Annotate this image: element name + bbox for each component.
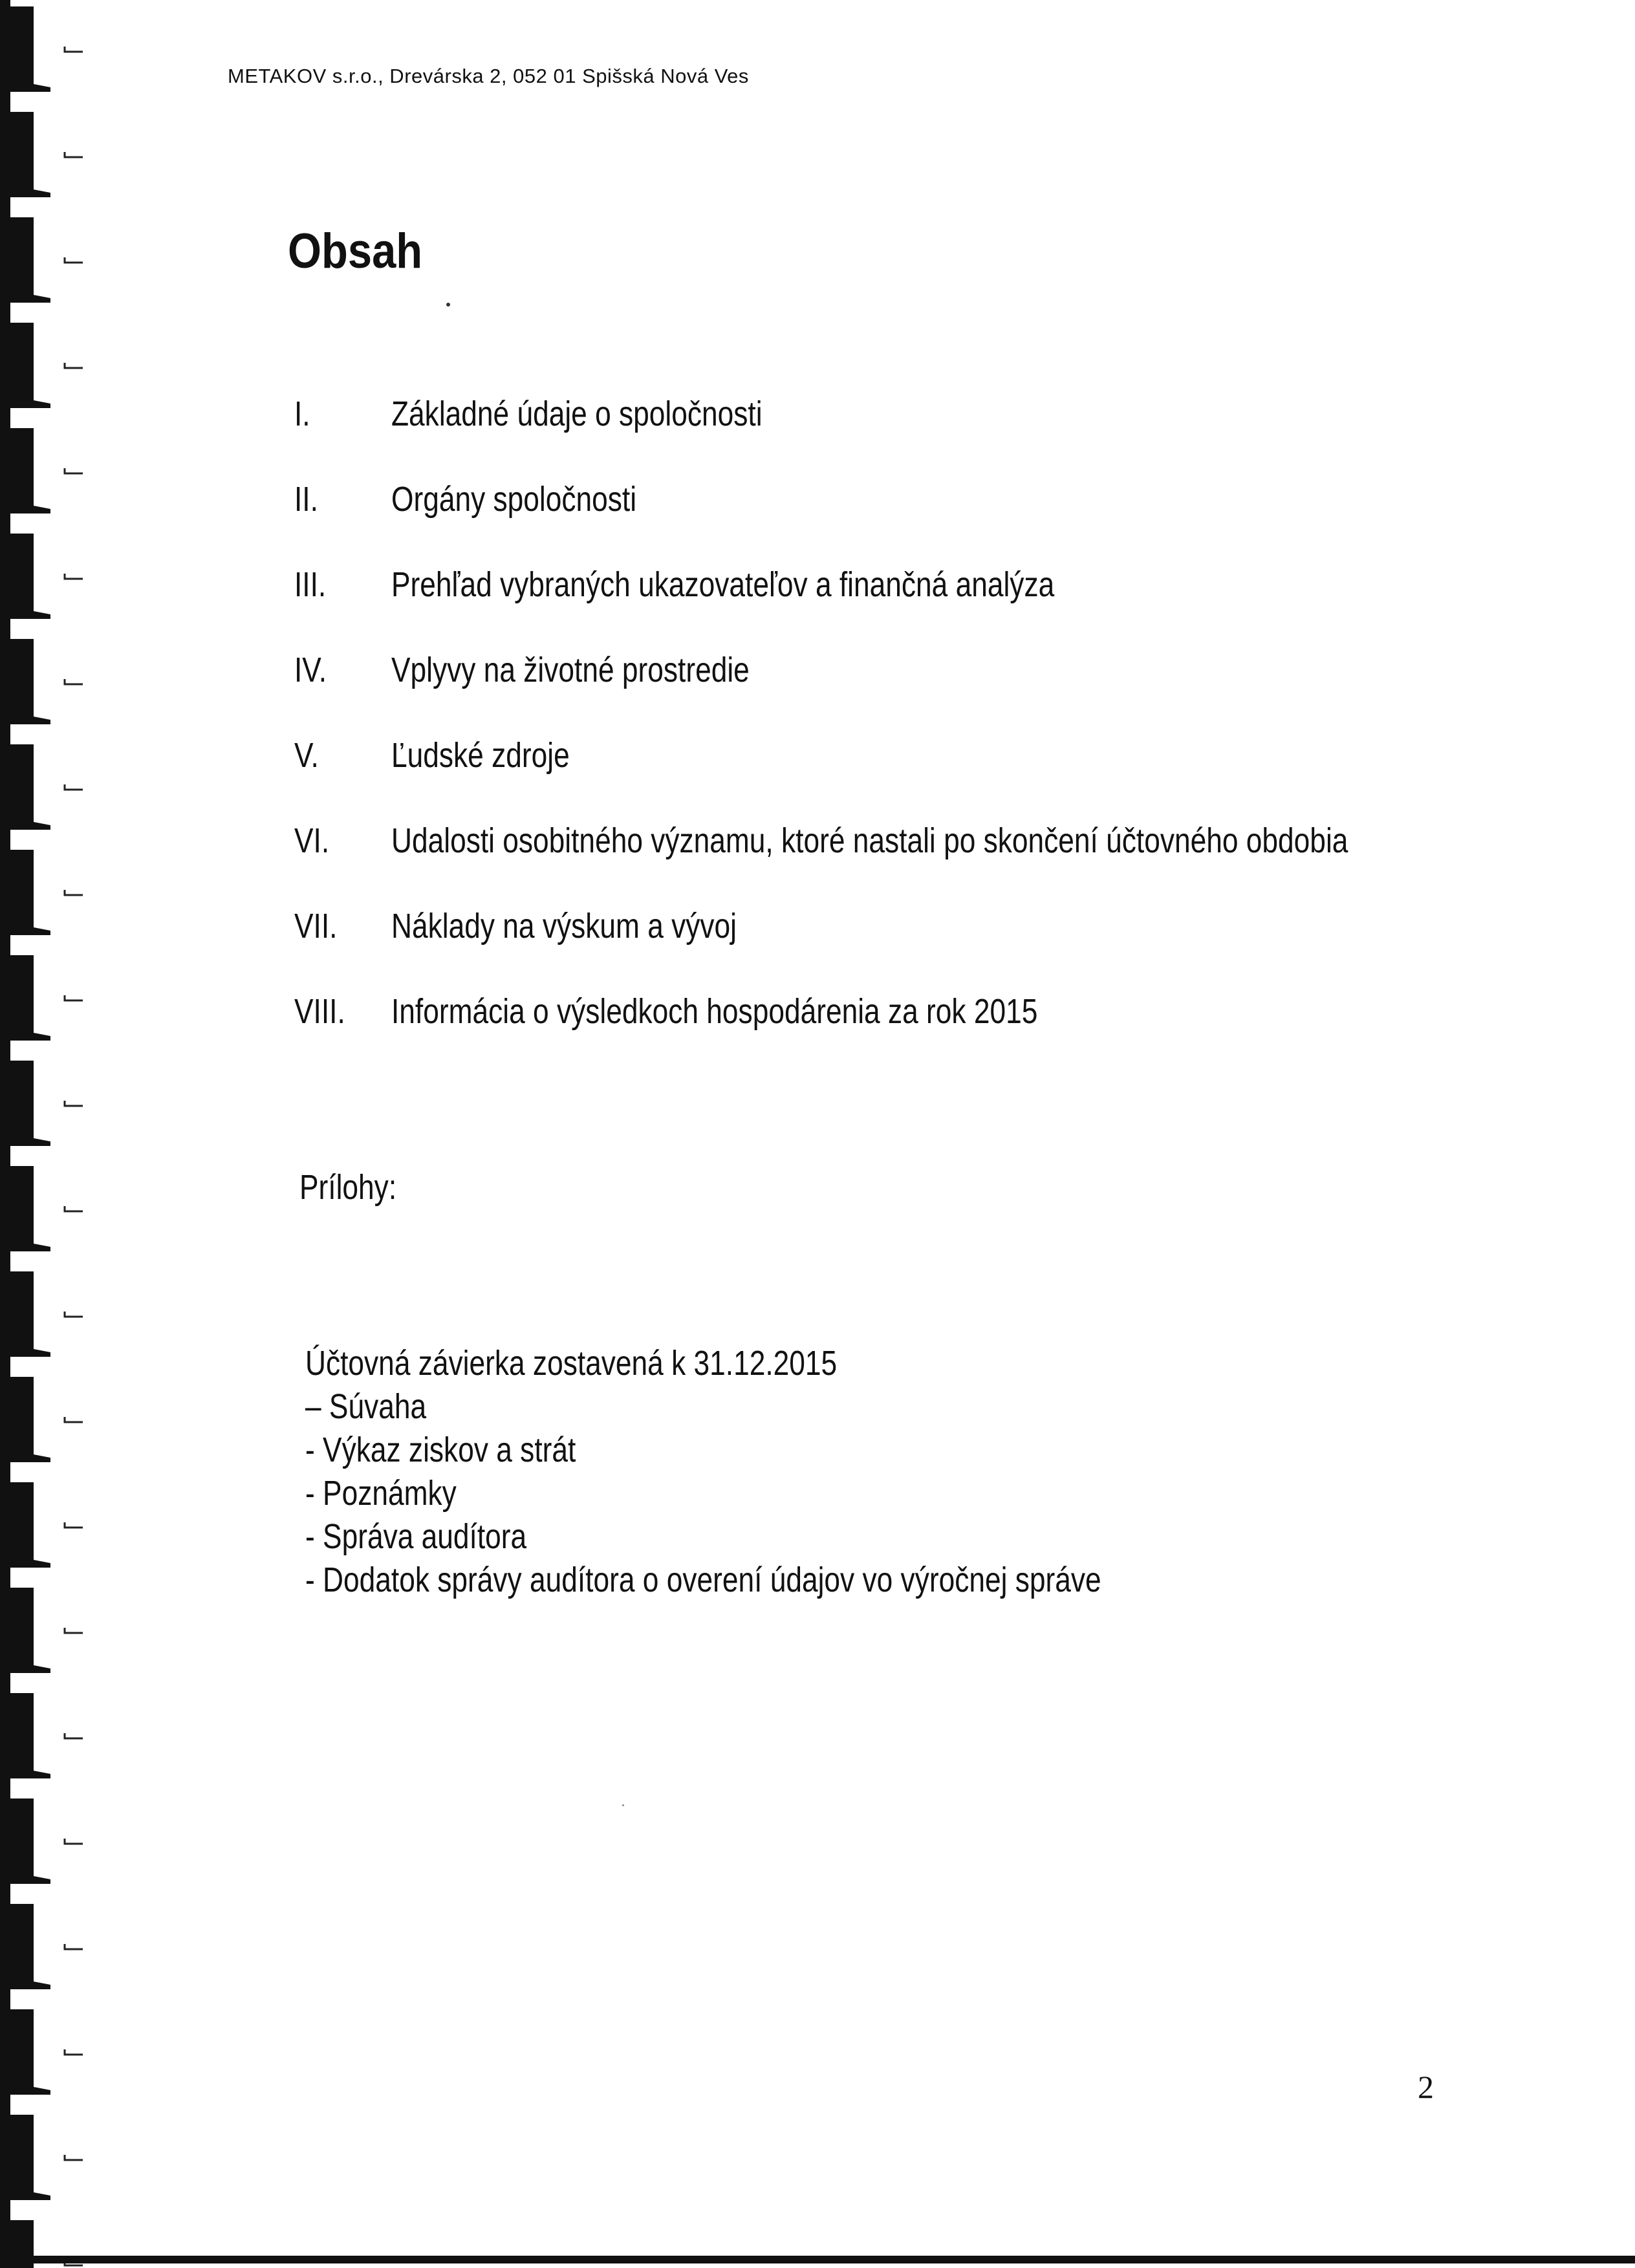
binding-tooth [0, 744, 50, 830]
binding-tooth [0, 1166, 50, 1251]
binding-hole-mark [65, 47, 83, 52]
binding-tooth [0, 217, 50, 303]
binding-tooth [0, 955, 50, 1041]
toc-text: Vplyvy na životné prostredie [391, 651, 750, 689]
binding-hole-mark [65, 363, 83, 368]
binding-tooth [0, 2115, 50, 2200]
toc-item-4 [294, 647, 1523, 733]
binding-hole-mark [65, 1839, 83, 1844]
toc-item-5 [294, 733, 1523, 818]
toc-item-3 [294, 562, 1523, 647]
scan-speck [622, 1804, 624, 1806]
toc-text: Prehľad vybraných ukazovateľov a finančná analýza [391, 565, 1055, 604]
binding-tooth [0, 1271, 50, 1357]
attachments-heading: Prílohy: [299, 1168, 397, 1207]
comb-binding-strip [0, 0, 91, 2268]
binding-hole-mark [65, 890, 83, 895]
binding-tooth [0, 534, 50, 619]
toc-item-7 [294, 903, 1523, 989]
toc-number: III. [294, 565, 327, 604]
binding-tooth [0, 1798, 50, 1884]
toc-text: Informácia o výsledkoch hospodárenia za rok 2015 [391, 992, 1038, 1031]
toc-text: Udalosti osobitného významu, ktoré nastali po skončení účtovného obdobia [391, 821, 1348, 860]
attachment-line: Účtovná závierka zostavená k 31.12.2015 [305, 1344, 838, 1383]
company-header: METAKOV s.r.o., Drevárska 2, 052 01 Spišská Nová Ves [228, 65, 749, 87]
binding-hole-mark [65, 1733, 83, 1738]
binding-tooth [0, 1693, 50, 1778]
binding-hole-mark [65, 257, 83, 263]
toc-text: Ľudské zdroje [391, 736, 570, 775]
binding-hole-mark [65, 1312, 83, 1317]
binding-hole-mark [65, 2155, 83, 2160]
toc-text: Náklady na výskum a vývoj [391, 907, 737, 945]
binding-hole-mark [65, 2049, 83, 2055]
toc-item-1 [294, 391, 1523, 477]
binding-tooth [0, 6, 50, 92]
toc-text: Orgány spoločnosti [391, 480, 637, 519]
toc-number: VII. [294, 907, 338, 945]
binding-hole-mark [65, 1101, 83, 1106]
attachments-list [305, 1342, 1101, 1602]
binding-hole-mark [65, 574, 83, 579]
binding-tooth [0, 428, 50, 513]
binding-tooth [0, 1904, 50, 1989]
binding-hole-mark [65, 152, 83, 157]
attachment-line: - Správa audítora [305, 1517, 527, 1556]
attachment-line: – Súvaha [305, 1387, 427, 1426]
toc-number: VI. [294, 821, 330, 860]
attachment-line: - Výkaz ziskov a strát [305, 1431, 576, 1469]
binding-tooth [0, 112, 50, 197]
binding-tooth [0, 2009, 50, 2095]
toc-number: VIII. [294, 992, 345, 1031]
scan-edge-line [0, 2256, 1635, 2263]
toc-text: Základné údaje o spoločnosti [391, 394, 763, 433]
attachment-line: - Poznámky [305, 1474, 457, 1513]
binding-hole-mark [65, 468, 83, 473]
toc-number: II. [294, 480, 318, 519]
attachment-line: - Dodatok správy audítora o overení údajov vo výročnej správe [305, 1561, 1101, 1599]
scan-speck [446, 303, 450, 307]
binding-hole-mark [65, 1522, 83, 1528]
table-of-contents [294, 391, 1523, 1074]
toc-item-6 [294, 818, 1523, 903]
toc-number: IV. [294, 651, 327, 689]
toc-item-8 [294, 989, 1523, 1074]
binding-tooth [0, 1588, 50, 1673]
binding-tooth [0, 850, 50, 935]
toc-item-2 [294, 477, 1523, 562]
binding-tooth [0, 1482, 50, 1568]
binding-tooth [0, 1377, 50, 1462]
binding-hole-mark [65, 1417, 83, 1422]
binding-hole-mark [65, 1206, 83, 1211]
binding-hole-mark [65, 679, 83, 684]
toc-number: V. [294, 736, 319, 775]
binding-tooth [0, 323, 50, 408]
binding-hole-mark [65, 784, 83, 790]
toc-number: I. [294, 394, 310, 433]
binding-tooth [0, 639, 50, 724]
binding-tooth [0, 1061, 50, 1146]
binding-hole-mark [65, 995, 83, 1000]
page-number: 2 [1418, 2069, 1434, 2105]
page-title: Obsah [288, 224, 423, 279]
binding-hole-mark [65, 1628, 83, 1633]
binding-hole-mark [65, 1944, 83, 1949]
